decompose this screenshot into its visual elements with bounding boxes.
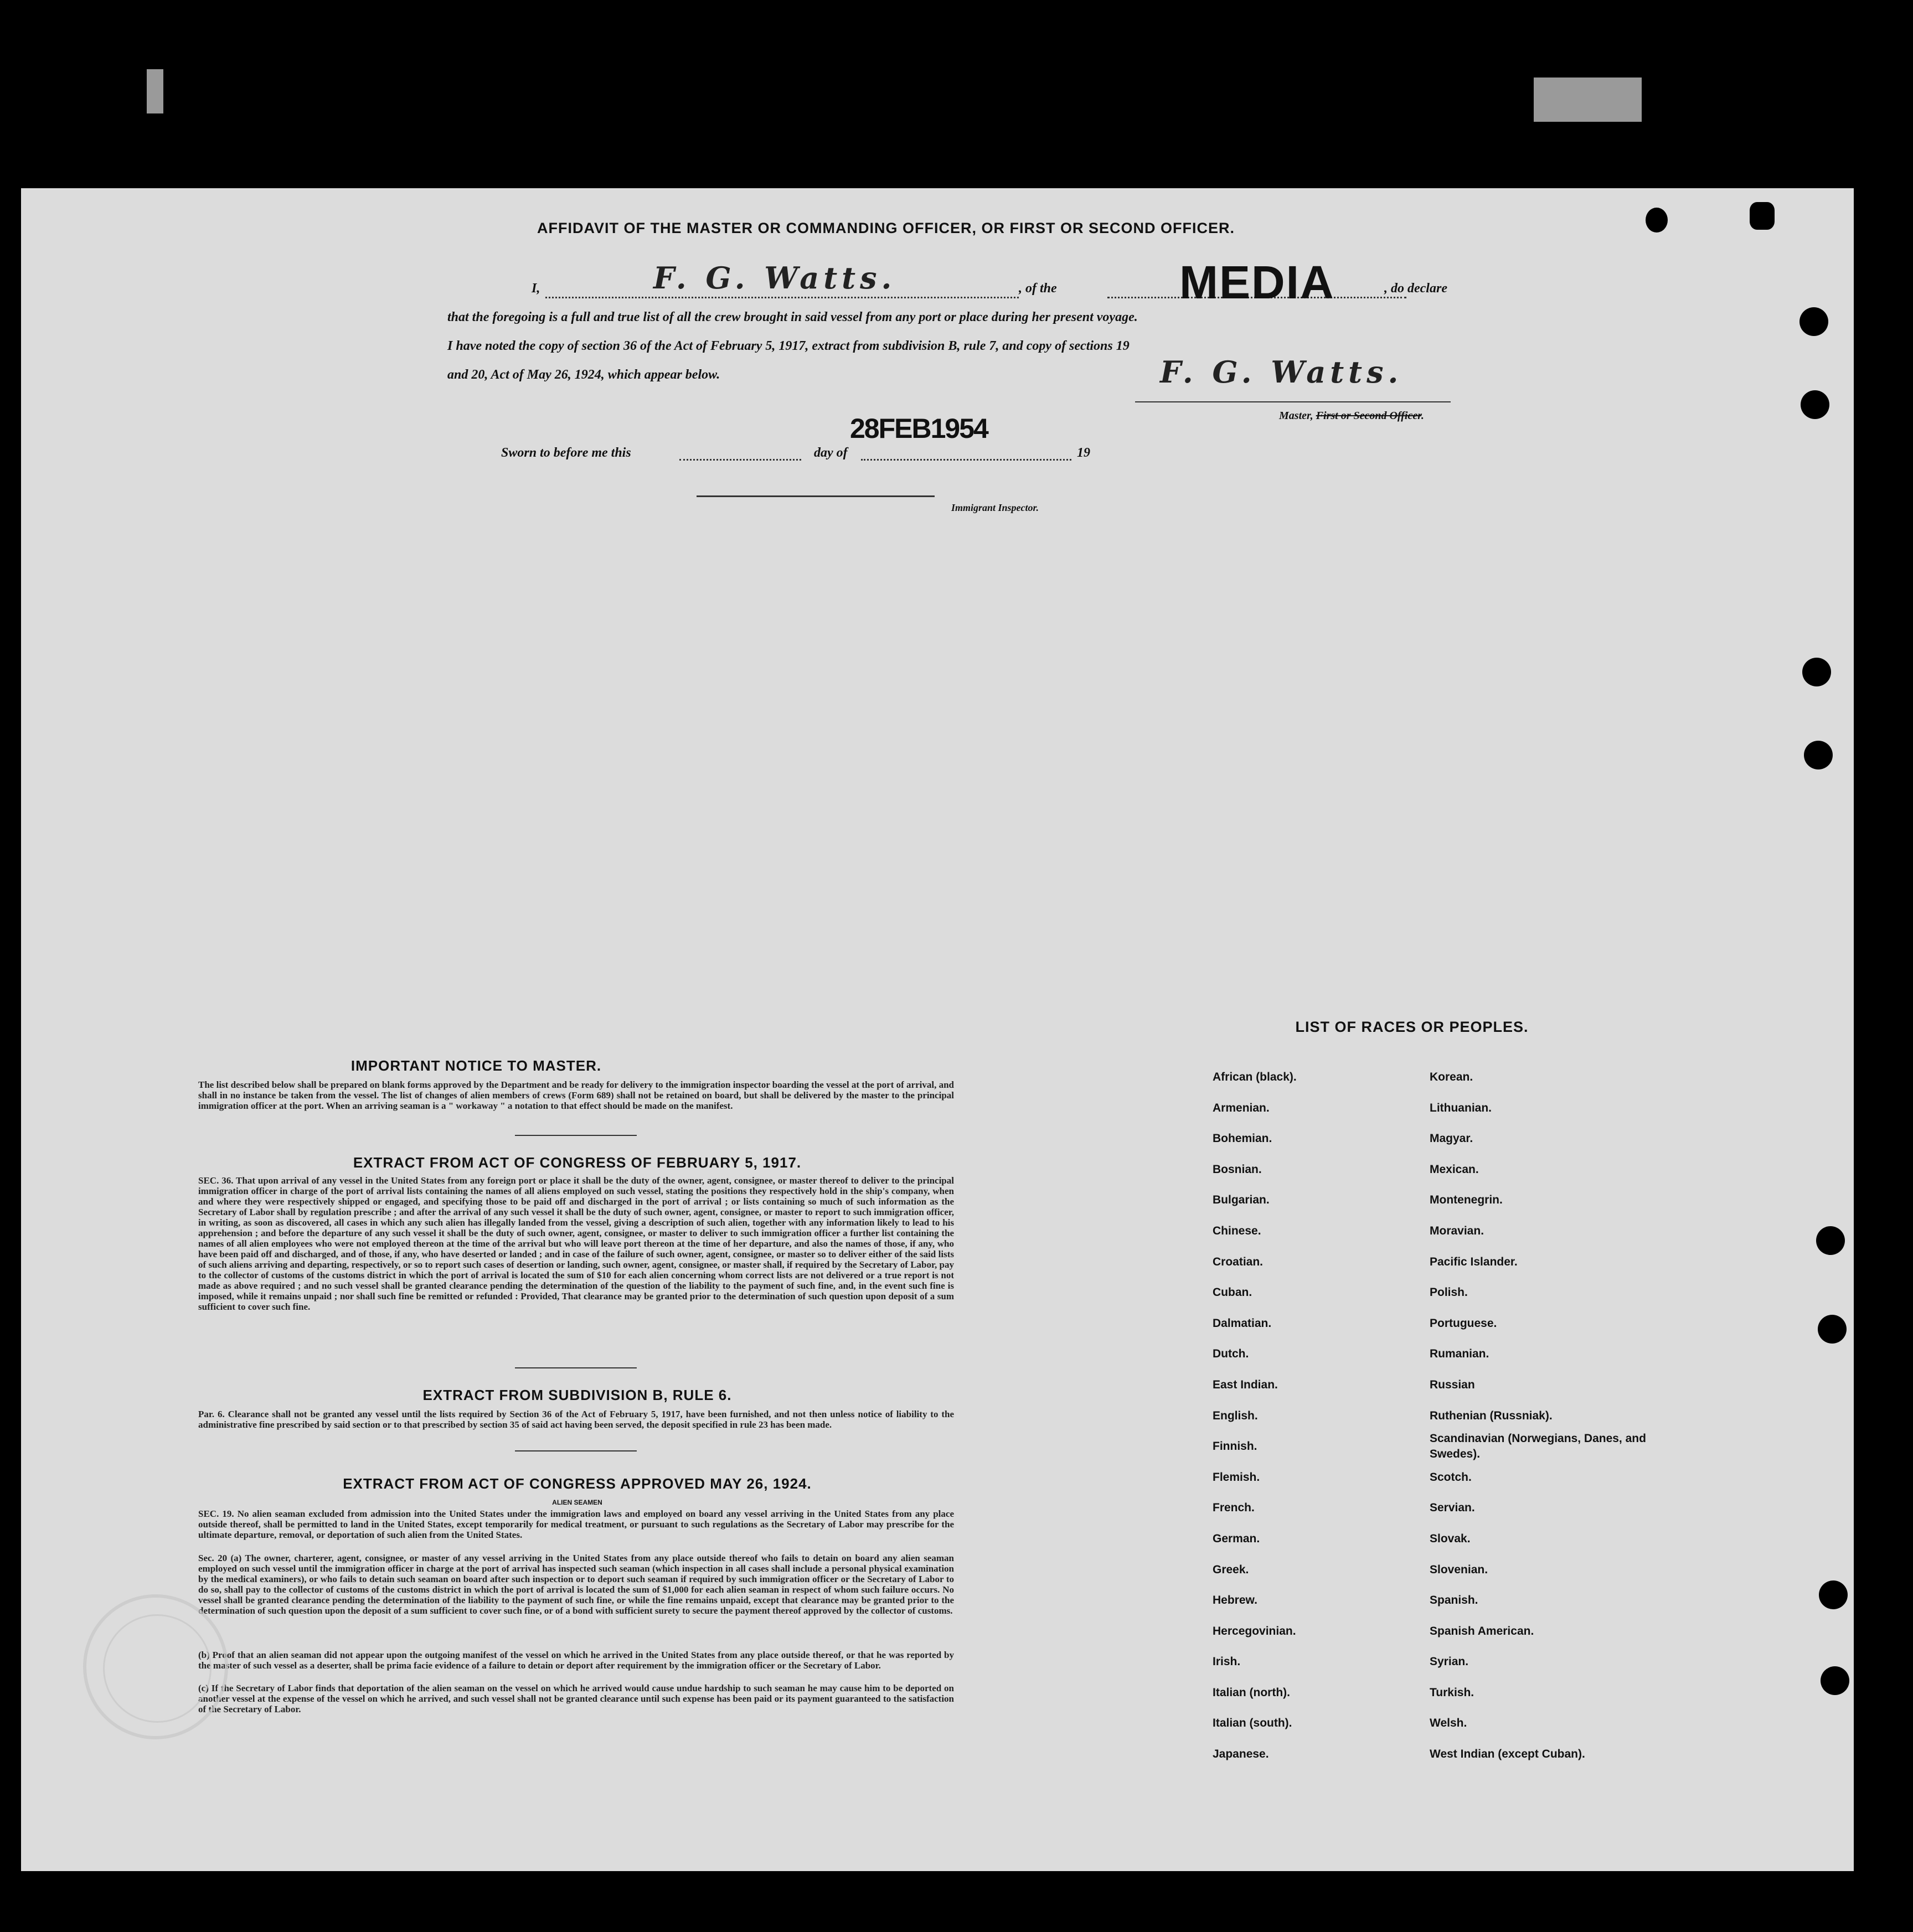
affidavit-line2: that the foregoing is a full and true list of all the crew brought in said vessel from any port or place during her present voyage. xyxy=(447,310,1138,324)
races-left-column xyxy=(1213,1062,1423,1770)
race-item: Mexican. xyxy=(1430,1163,1479,1176)
sworn-month-line xyxy=(861,459,1071,461)
punch-hole-icon xyxy=(1802,658,1831,686)
race-item: Syrian. xyxy=(1430,1655,1469,1668)
top-left-tab xyxy=(147,69,163,113)
race-item: Servian. xyxy=(1430,1501,1475,1515)
vessel-name-stamp: MEDIA xyxy=(1179,256,1335,308)
master-label: Master, xyxy=(1279,410,1313,422)
race-item: English. xyxy=(1213,1409,1258,1422)
race-item: Korean. xyxy=(1430,1071,1473,1083)
punch-hole-icon xyxy=(1801,390,1829,419)
seal-stamp-icon xyxy=(83,1594,228,1739)
of-the-label: , of the xyxy=(1019,281,1057,296)
i-label: I, xyxy=(532,281,540,296)
extract-1924-title: EXTRACT FROM ACT OF CONGRESS APPROVED MAY 26, 1924. xyxy=(343,1475,812,1492)
master-suffix: . xyxy=(1421,410,1424,422)
extract-1924-sec20a: Sec. 20 (a) The owner, charterer, agent, consignee, or master of any vessel arriving in the United States from any place outside thereof who fails to detain on board any alien seaman employed on such vessel until the immigration officer in charge at the port of arrival has inspected such seaman (which inspection in all cases shall include a personal physical examination by the medical examiners), or who fails to detain such seaman on board after such inspection or to deport such seaman if required by such immigration officer or the Secretary of Labor to do so, shall pay to the collector of customs of the customs district in which the port of arrival is located the sum of $1,000 for each alien seaman in respect of whom such failure occurs. No vessel shall be granted clearance pending the determination of the liability to the payment of such fine, or while the fine remains unpaid, except that clearance may be granted prior to the determination of such question upon the deposit of a sum sufficient to cover such fine, or of a bond with sufficient surety to secure the payment thereof approved by the collector of customs. xyxy=(198,1553,954,1616)
race-item: Greek. xyxy=(1213,1563,1249,1576)
race-item: Dutch. xyxy=(1213,1347,1249,1361)
race-item: Lithuanian. xyxy=(1430,1101,1492,1114)
signature-line xyxy=(1135,401,1451,402)
day-of-label: day of xyxy=(814,446,848,460)
race-item: Finnish. xyxy=(1213,1440,1257,1453)
sworn-day-line xyxy=(679,459,801,461)
race-item: West Indian (except Cuban). xyxy=(1430,1748,1585,1761)
sworn-row xyxy=(501,413,1110,473)
race-item: Croatian. xyxy=(1213,1255,1264,1268)
race-item: Bosnian. xyxy=(1213,1163,1262,1176)
master-signature: F. G. Watts. xyxy=(1160,354,1403,390)
subdivision-text: Par. 6. Clearance shall not be granted any vessel until the lists required by Section 36 of the Act of February 5, 1917, have been furnished, and not then unless notice of liability to the administrative fine prescribed by said section or to that prescribed by section 35 of said act having been served, the deposit specified in rule 23 has been made. xyxy=(198,1409,954,1430)
signer-name: F. G. Watts. xyxy=(653,260,896,296)
affidavit-line4: and 20, Act of May 26, 1924, which appear below. xyxy=(447,368,720,382)
race-item: Ruthenian (Russniak). xyxy=(1430,1409,1553,1422)
punch-hole-icon xyxy=(1750,202,1775,230)
extract-1917-title: EXTRACT FROM ACT OF CONGRESS OF FEBRUARY 5, 1917. xyxy=(353,1154,802,1171)
sworn-label: Sworn to before me this xyxy=(501,446,631,460)
race-item: Scotch. xyxy=(1430,1470,1472,1484)
divider-1 xyxy=(515,1135,637,1136)
punch-hole-icon xyxy=(1804,741,1833,769)
race-item: Slovak. xyxy=(1430,1532,1471,1545)
race-item: Armenian. xyxy=(1213,1101,1270,1114)
race-item: Irish. xyxy=(1213,1655,1241,1668)
race-item: Moravian. xyxy=(1430,1224,1484,1237)
affidavit-line1 xyxy=(532,256,1484,308)
punch-hole-icon xyxy=(1816,1226,1845,1255)
affidavit-title: AFFIDAVIT OF THE MASTER OR COMMANDING OFFICER, OR FIRST OR SECOND OFFICER. xyxy=(537,220,1235,236)
notice-title: IMPORTANT NOTICE TO MASTER. xyxy=(350,1057,602,1074)
race-item: Turkish. xyxy=(1430,1686,1474,1699)
alien-seamen-subtitle: ALIEN SEAMEN xyxy=(552,1499,602,1506)
punch-hole-icon xyxy=(1819,1580,1848,1609)
divider-3 xyxy=(515,1450,637,1451)
date-stamp: 28FEB1954 xyxy=(850,413,988,444)
race-item: Polish. xyxy=(1430,1286,1468,1299)
subdivision-title: EXTRACT FROM SUBDIVISION B, RULE 6. xyxy=(422,1387,732,1403)
race-item: Japanese. xyxy=(1213,1748,1269,1761)
punch-hole-icon xyxy=(1818,1315,1847,1344)
punch-hole-icon xyxy=(1799,307,1828,336)
name-line xyxy=(545,297,1019,298)
race-item: Slovenian. xyxy=(1430,1563,1488,1576)
race-item: East Indian. xyxy=(1213,1378,1278,1391)
races-right-column xyxy=(1430,1062,1662,1770)
race-item: Spanish. xyxy=(1430,1594,1478,1607)
race-item: Hebrew. xyxy=(1213,1594,1257,1607)
race-item: Italian (south). xyxy=(1213,1717,1292,1730)
race-item: Portuguese. xyxy=(1430,1316,1497,1330)
divider-2 xyxy=(515,1367,637,1368)
race-item: Russian xyxy=(1430,1378,1475,1391)
year-label: 19 xyxy=(1077,446,1090,460)
top-right-tab xyxy=(1534,78,1642,122)
race-item: German. xyxy=(1213,1532,1260,1545)
extract-1917-text: SEC. 36. That upon arrival of any vessel in the United States from any foreign port or place it shall be the duty of the owner, agent, consignee, or master thereof to deliver to the principal immigration officer in charge of the port of arrival lists containing the names of all aliens employed on such vessel, stating the positions they respectively hold in the ship's company, when and where they were respectively shipped or engaged, and specifying those to be paid off and discharged in the port of arrival ; or lists containing so much of such information as the Secretary of Labor shall by regulation prescribe ; and after the arrival of any such vessel it shall be the duty of such owner, agent, consignee, or master to report to such immigration officer, in writing, as soon as discovered, all cases in which any such alien has illegally landed from the vessel, giving a description of such alien, together with any information likely to lead to his apprehension ; and before the departure of any such vessel it shall be the duty of such owner, agent, consignee, or master to deliver to such immigration officer a further list containing the names of all alien employees who were not employed thereon at the time of the arrival but who will leave port thereon at the time of her departure, and also the names of those, if any, who have been paid off and discharged, and of those, if any, who have deserted or landed ; and in case of the failure of such owner, agent, consignee, or master so to deliver either of the said lists of such aliens arriving and departing, respectively, or so to report such cases of desertion or landing, such owner, agent, consignee, or master shall, if required by the Secretary of Labor, pay to the collector of customs of the customs district in which the port of arrival is located the sum of $10 for each alien concerning whom correct lists are not delivered or a true report is not made as above required ; and no such vessel shall be granted clearance pending the determination of the question of the liability to the payment of such fine, and, in the event such fine is imposed, while it remains unpaid ; nor shall such fine be remitted or refunded : Provided, That clearance may be granted prior to the determination of such question upon deposit of a sum sufficient to cover such fine. xyxy=(198,1175,954,1312)
race-item: Bulgarian. xyxy=(1213,1194,1270,1207)
race-item: Flemish. xyxy=(1213,1470,1260,1484)
affidavit-line3: I have noted the copy of section 36 of the Act of February 5, 1917, extract from subdivision B, rule 7, and copy of sections 19 xyxy=(447,339,1130,353)
extract-1924-sec19: SEC. 19. No alien seaman excluded from admission into the United States under the immigration laws and employed on board any vessel arriving in the United States from any place outside thereof, shall be permitted to land in the United States, except temporarily for medical treatment, or pursuant to such regulations as the Secretary of Labor may prescribe for the ultimate departure, removal, or deportation of such alien from the United States. xyxy=(198,1509,954,1540)
race-item: French. xyxy=(1213,1501,1255,1515)
punch-hole-icon xyxy=(1821,1666,1849,1695)
punch-hole-icon xyxy=(1646,208,1668,233)
race-item: Hercegovinian. xyxy=(1213,1624,1296,1637)
race-item: Magyar. xyxy=(1430,1132,1473,1145)
extract-1924-sec20c: (c) If the Secretary of Labor finds that deportation of the alien seaman on the vessel on which he arrived would cause undue hardship to such seaman he may cause him to be deported on another vessel at the expense of the vessel on which he arrived, and such vessel shall not be granted clearance until such expense has been paid or its payment guaranteed to the satisfaction of the Secretary of Labor. xyxy=(198,1683,954,1714)
race-item: Cuban. xyxy=(1213,1286,1252,1299)
races-title: LIST OF RACES OR PEOPLES. xyxy=(1295,1019,1529,1035)
race-item: Dalmatian. xyxy=(1213,1316,1272,1330)
struck-officer-label: First or Second Officer xyxy=(1316,410,1421,422)
notice-text: The list described below shall be prepared on blank forms approved by the Department and be ready for delivery to the immigration inspector boarding the vessel at the port of arrival, and shall in no instance be taken from the vessel. The list of changes of alien members of crews (Form 689) shall not be retained on board, but shall be delivered by the master to the principal immigration officer at the port. When an arriving seaman is a " workaway " a notation to that effect should be made on the manifest. xyxy=(198,1079,954,1111)
race-item: Pacific Islander. xyxy=(1430,1255,1518,1268)
race-item: Italian (north). xyxy=(1213,1686,1290,1699)
race-item: Rumanian. xyxy=(1430,1347,1489,1361)
race-item: Scandinavian (Norwegians, Danes, and Swedes). xyxy=(1430,1432,1646,1460)
race-item: African (black). xyxy=(1213,1071,1297,1083)
race-item: Welsh. xyxy=(1430,1717,1467,1730)
inspector-label: Immigrant Inspector. xyxy=(951,502,1039,513)
do-declare-label: , do declare xyxy=(1384,281,1447,296)
race-item: Bohemian. xyxy=(1213,1132,1272,1145)
inspector-line xyxy=(697,495,935,497)
master-label-row xyxy=(1279,410,1424,422)
extract-1924-sec20b: (b) Proof that an alien seaman did not appear upon the outgoing manifest of the vessel on which he arrived in the United States from any place outside thereof, or that he was reported by the master of such vessel as a deserter, shall be prima facie evidence of a failure to detain or deport after requirement by the immigration officer or the Secretary of Labor. xyxy=(198,1650,954,1671)
race-item: Montenegrin. xyxy=(1430,1194,1503,1207)
race-item: Chinese. xyxy=(1213,1224,1261,1237)
race-item: Spanish American. xyxy=(1430,1624,1534,1637)
